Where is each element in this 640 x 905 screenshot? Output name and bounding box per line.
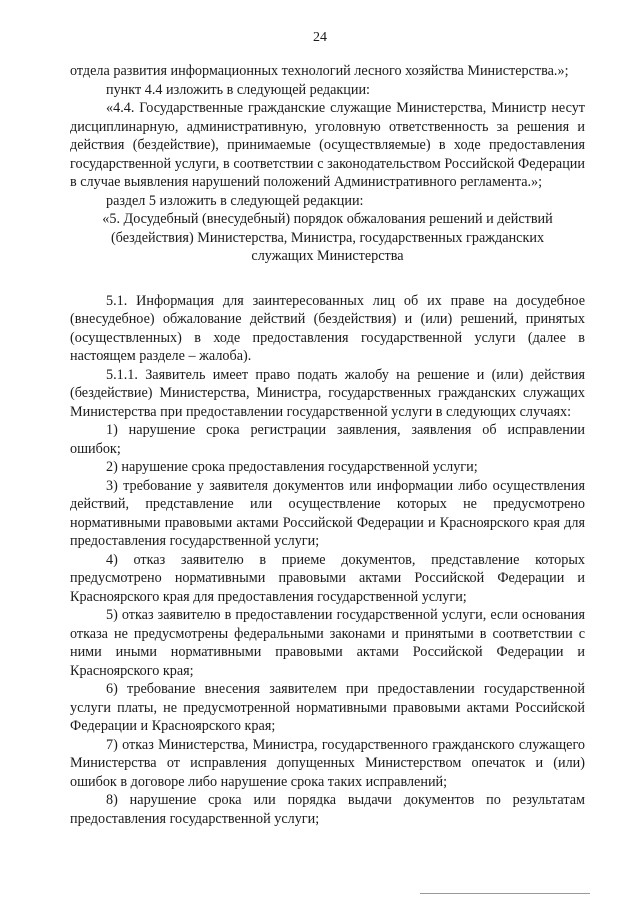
page-number: 24 <box>313 30 327 45</box>
section-5-heading: «5. Досудебный (внесудебный) порядок обжалования решений и действий (бездействия) Министерства, Министра, государственных гражданских служащих Министерства <box>102 211 553 264</box>
paragraph-amend-section-5: раздел 5 изложить в следующей редакции: <box>106 192 364 209</box>
list-item-8: 8) нарушение срока или порядка выдачи документов по результатам предоставления государственной услуги; <box>70 792 585 827</box>
document-body <box>70 62 585 828</box>
paragraph-5-1: 5.1. Информация для заинтересованных лиц об их праве на досудебное (внесудебное) обжалование действий (бездействия) и (или) решений, принятых (осуществленных) в ходе предоставления государственной услуги (далее в настоящем разделе – жалоба). <box>70 292 585 364</box>
paragraph-5-1-1: 5.1.1. Заявитель имеет право подать жалобу на решение и (или) действия (бездействие) Министерства, Министра, государственных гражданских служащих Министерства при предоставлении государственной услуги в следующих случаях: <box>70 366 585 420</box>
list-item-2: 2) нарушение срока предоставления государственной услуги; <box>106 459 478 475</box>
scan-edge-line <box>420 893 590 894</box>
spacer <box>70 266 585 292</box>
list-item-6: 6) требование внесения заявителем при предоставлении государственной услуги платы, не предусмотренной нормативными правовыми актами Российской Федерации и Красноярского края; <box>70 681 585 734</box>
list-item-3: 3) требование у заявителя документов или информации либо осуществления действий, представление или осуществление которых не предусмотрено нормативными правовыми актами Российской Федерации и Красноярского края для предоставления государственной услуги; <box>70 477 585 549</box>
list-item-7: 7) отказ Министерства, Министра, государственного гражданского служащего Министерства от исправления допущенных Министерством опечаток и (или) ошибок в договоре либо нарушение срока таких исправлений; <box>70 736 585 790</box>
paragraph-clause-4-4: «4.4. Государственные гражданские служащие Министерства, Министр несут дисциплинарную, административную, уголовную ответственность за решения и действия (бездействие), принимаемые (осуществляемые) в ходе предоставления государственной услуги, в соответствии с законодательством Российской Федерации в случае выявления нарушений положений Административного регламента.»; <box>70 100 585 190</box>
list-item-1: 1) нарушение срока регистрации заявления, заявления об исправлении ошибок; <box>70 422 585 457</box>
list-item-4: 4) отказ заявителю в приеме документов, представление которых предусмотрено нормативными правовыми актами Российской Федерации и Красноярского края для предоставления государственной услуги; <box>70 551 585 605</box>
paragraph-amend-4-4: пункт 4.4 изложить в следующей редакции: <box>106 81 370 98</box>
list-item-5: 5) отказ заявителю в предоставлении государственной услуги, если основания отказа не предусмотрены федеральными законами и принятыми в соответствии с ними иными нормативными правовыми актами Российской Федерации и Красноярского края; <box>70 607 585 679</box>
paragraph-continuation: отдела развития информационных технологий лесного хозяйства Министерства.»; <box>70 63 569 79</box>
